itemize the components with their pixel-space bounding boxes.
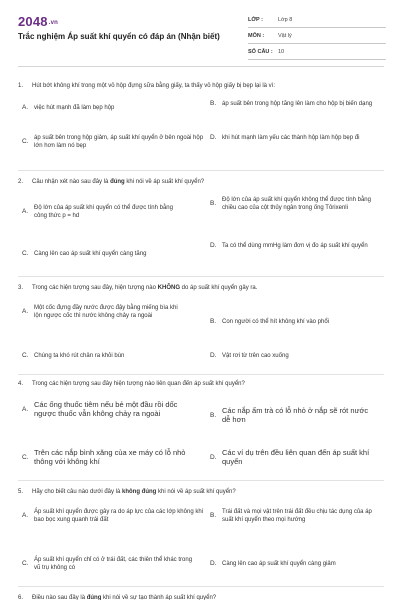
option-c[interactable]: C. Càng lên cao áp suất khí quyển càng tăng (22, 250, 147, 257)
meta-key: LỚP : (248, 16, 263, 23)
meta-table (248, 12, 386, 60)
question-divider (18, 586, 384, 587)
meta-row-subject (248, 28, 386, 44)
meta-row-count (248, 44, 386, 60)
question-divider (18, 374, 384, 375)
question-text: Hút bớt không khí trong một vỏ hộp đựng sữa bằng giấy, ta thấy vỏ hộp giấy bị bẹp lại là vì: (32, 83, 276, 89)
question-text: Điều nào sau đây là đúng khi nói về sự tạo thành áp suất khí quyển? (32, 595, 217, 600)
question-text: Hãy cho biết câu nào dưới đây là không đúng khi nói về áp suất khí quyển? (32, 489, 236, 495)
question-number: 6. (18, 595, 24, 600)
meta-value: Vật lý (278, 32, 292, 39)
question-1 (18, 82, 384, 149)
option-d[interactable]: D. Vật rơi từ trên cao xuống (210, 352, 289, 359)
option-a[interactable]: A. Một cốc đựng đầy nước được đậy bằng miếng bìa khi lộn ngược cốc thì nước không chảy ra ngoài (22, 305, 178, 319)
question-divider (18, 276, 384, 277)
page-title: Trắc nghiệm Áp suất khí quyển có đáp án (Nhận biết) (18, 32, 220, 41)
question-5 (18, 488, 384, 571)
option-b[interactable]: B. Các nắp ấm trà có lỗ nhỏ ở nắp sẽ rót nước dễ hơn (210, 406, 369, 424)
option-a[interactable]: A. Các ống thuốc tiêm nếu bẻ một đầu rồi dốc ngược thuốc vẫn không chảy ra ngoài (22, 400, 178, 418)
option-b[interactable]: B. Độ lớn của áp suất khí quyển không thể được tính bằng chiều cao của cột thủy ngân trong ống Tôrixenli (210, 197, 371, 211)
option-a[interactable]: A. Độ lớn của áp suất khí quyển có thể được tính bằng công thức p = hd (22, 205, 173, 219)
option-c[interactable]: C. Áp suất khí quyển chỉ có ở trái đất, các thiên thể khác trong vũ trụ không có (22, 557, 193, 571)
question-4 (18, 380, 384, 466)
option-c[interactable]: C. áp suất bên trong hộp giảm, áp suất khí quyển ở bên ngoài hộp lớn hơn làm nó bẹp (22, 135, 204, 149)
question-number: 1. (18, 83, 24, 89)
meta-value: Lớp 8 (278, 16, 293, 23)
option-d[interactable]: D. Các ví dụ trên đều liên quan đến áp suất khí quyển (210, 448, 370, 466)
question-divider (18, 170, 384, 171)
site-logo[interactable]: 2048.vn (18, 14, 59, 29)
question-2 (18, 178, 384, 257)
question-number: 2. (18, 179, 24, 185)
question-number: 3. (18, 285, 24, 291)
option-b[interactable]: B. áp suất bên trong hộp tăng lên làm cho hộp bị biến dạng (210, 100, 373, 107)
header (0, 0, 400, 64)
option-d[interactable]: D. khi hút mạnh làm yếu các thành hộp làm hộp bẹp đi (210, 134, 360, 141)
option-b[interactable]: B. Con người có thể hít không khí vào phổi (210, 318, 330, 325)
option-a[interactable]: A. Áp suất khí quyển được gây ra do áp lực của các lớp không khí bao bọc xung quanh trái đất (22, 509, 204, 523)
question-text: Trong các hiện tượng sau đây, hiện tượng nào KHÔNG do áp suất khí quyển gây ra. (32, 285, 258, 291)
meta-value: 10 (278, 48, 285, 55)
question-number: 4. (18, 381, 24, 387)
header-divider (18, 66, 384, 67)
meta-key: SỐ CÂU : (248, 48, 273, 55)
question-number: 5. (18, 489, 24, 495)
question-divider (18, 480, 384, 481)
question-6 (18, 594, 384, 600)
question-text: Câu nhận xét nào sau đây là đúng khi nói về áp suất khí quyển? (32, 179, 205, 185)
meta-key: MÔN : (248, 32, 265, 39)
option-d[interactable]: D. Ta có thể dùng mmHg làm đơn vị đo áp suất khí quyển (210, 242, 368, 249)
option-c[interactable]: C. Chúng ta khó rút chân ra khỏi bùn (22, 352, 125, 359)
option-d[interactable]: D. Càng lên cao áp suất khí quyển càng giảm (210, 560, 336, 567)
question-3 (18, 284, 384, 359)
question-text: Trong các hiện tượng sau đây hiện tượng nào liên quan đến áp suất khí quyển? (32, 381, 245, 387)
meta-row-class (248, 12, 386, 28)
option-b[interactable]: B. Trái đất và mọi vật trên trái đất đều chịu tác dụng của áp suất khí quyển theo mọi hướng (210, 509, 372, 523)
option-c[interactable]: C. Trên các nắp bình xăng của xe máy có lỗ nhỏ thông với không khí (22, 448, 186, 466)
option-a[interactable]: A. việc hút mạnh đã làm bẹp hộp (22, 104, 115, 111)
